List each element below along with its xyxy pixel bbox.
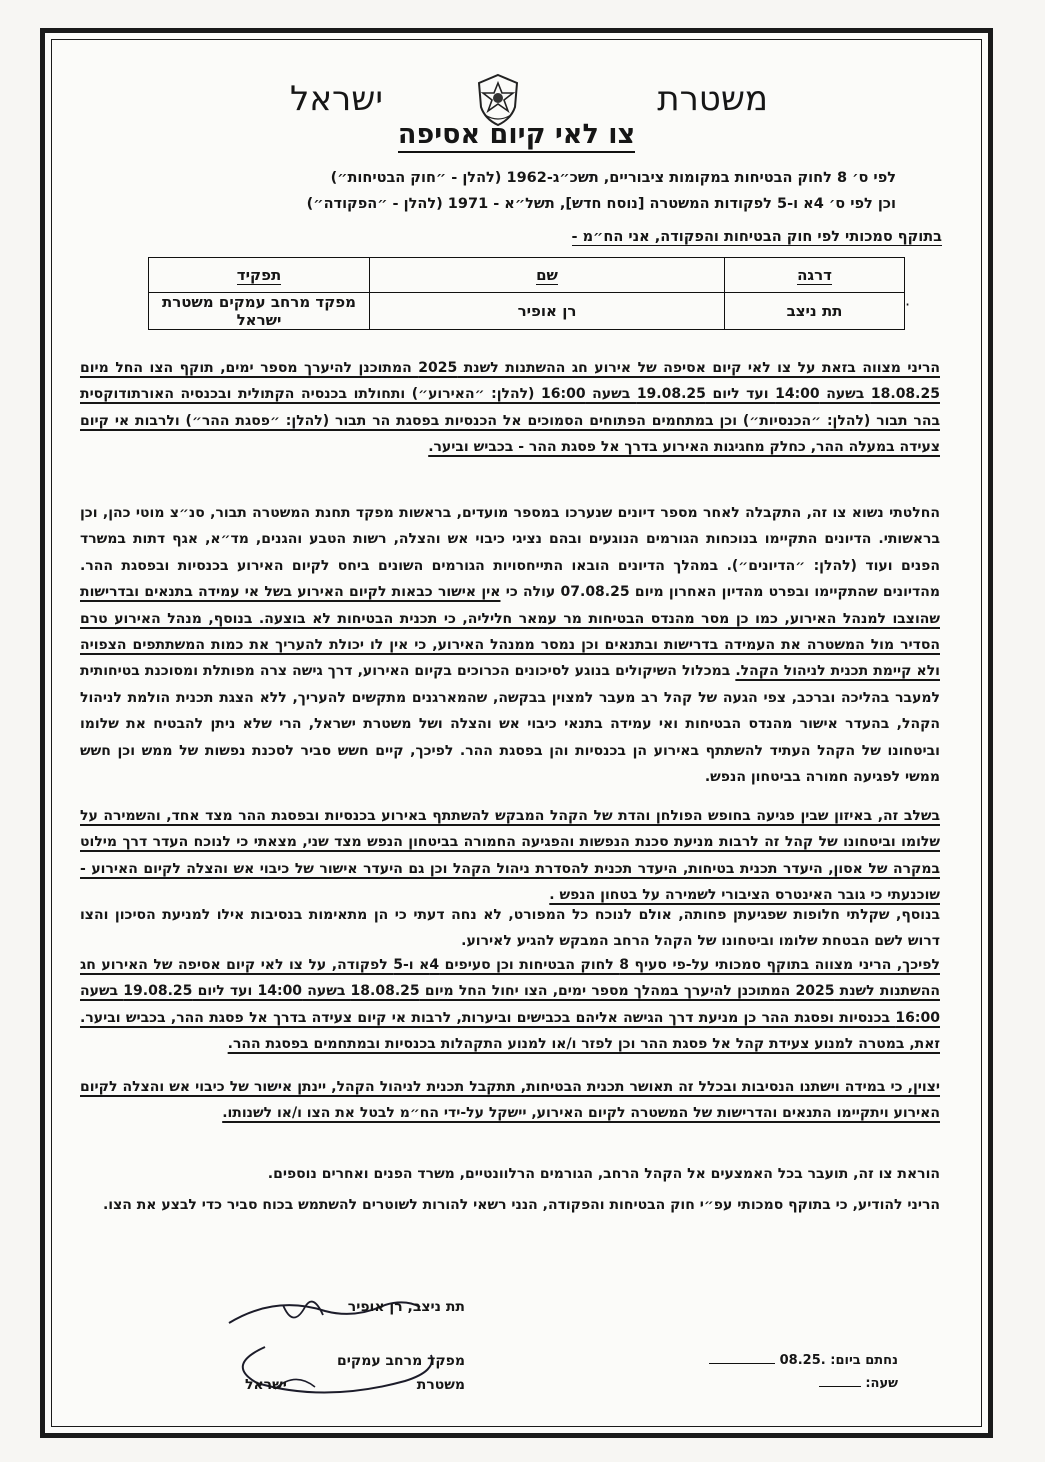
reasons-text-a: החלטתי נשוא צו זה, התקבלה לאחר מספר דיונים שנערכו במספר מועדים, בראשות מפקד תחנת המשטרה תבור, סנ״צ מוטי כהן, וכן בראשותי. הדיונים התקיימו בנוכחות הגורמים הנוגעים ובהם נציגי כיבוי אש והצלה, רשות הטבע והגנים, מד״א, אגף דתות במשרד הפנים ועוד (להלן: ״הדיונים״). במהלך הדיונים הובאו התייחסויות הגורמים השונים ביחס לקיום האירוע בכנסיות ובפסגת ההר. מהדיונים שהתקיימו ובפרט מהדיון האחרון מיום 07.08.25 עולה כי	[80, 505, 940, 601]
signature-block	[205, 1285, 465, 1425]
header-role: תפקיד	[149, 258, 370, 293]
officer-table-header	[149, 258, 905, 293]
legal-basis	[136, 165, 896, 217]
officer-table-row	[149, 293, 905, 330]
issue-time: שעה:	[819, 1376, 898, 1391]
officer-role: מפקד מרחב עמקים משטרת ישראל	[149, 293, 370, 330]
header-rank: דרגה	[725, 258, 905, 293]
officer-table	[148, 257, 905, 330]
legal-basis-line: וכן לפי ס׳ 4א ו-5 לפקודות המשטרה [נוסח חדש], תשל״א - 1971 (להלן - ״הפקודה״)	[306, 196, 896, 212]
officer-rank: תת ניצב	[725, 293, 905, 330]
distribution-paragraph: הוראת צו זה, תועבר בכל האמצעים אל הקהל הרחב, הגורמים הרלוונטיים, משרד הפנים ואחרים נוספים.	[267, 1166, 940, 1182]
reasons-paragraph	[80, 500, 940, 790]
reasons-text-underlined: אין אישור כבאות לקיום האירוע בשל אי עמידה בתנאים ובדרישות שהוצבו למנהל האירוע, כמו כן מסר מהנדס הבטיחות מר עמאר חליליה, כי תכנית הבטיחות לא בוצעה. בנוסף, מנהל האירוע טרם הסדיר מול המשטרה את העמידה בדרישות ובתנאים וכן נמסר ממנהל האירוע, כי אין לו יכולת להעריך את כמות המשתתפים הצפויה ולא קיימת תכנית לניהול הקהל.	[80, 584, 940, 680]
signer-role: מפקד מרחב עמקים	[337, 1353, 465, 1369]
letterhead-org-word1: משטרת	[657, 79, 768, 119]
date-blank	[709, 1363, 775, 1364]
balance-paragraph: בשלב זה, באיזון שבין פגיעה בחופש הפולחן והדת של הקהל המבקש להשתתף באירוע בכנסיות ובפסגת ההר מצד אחד, והשמירה על שלומו וביטחונו של קהל זה לרבות מניעת סכנת הנפשות והפגיעה החמורה בביטחון הנפש מצד שני, מצאתי כי לנוכח העדר דרך מילוט במקרה של אסון, היעדר תכנית בטיחות, היעדר תכנית להסדרת ניהול הקהל וכן גם היעדר אישור של כיבוי אש והצלה לקיום האירוע - שוכנעתי כי גובר האינטרס הציבורי לשמירה על בטחון הנפש .	[80, 808, 940, 903]
document-frame	[40, 28, 993, 1438]
reasons-text-b: במכלול השיקולים בנוגע לסיכונים הכרוכים בקיום האירוע, דרך גישה צרה מפותלת ומסוכנת בטיחותית למעבר בהליכה וברכב, צפי הגעה של קהל רב מעבר למצוין בבקשה, שהמארגנים מתקשים להעריך, ללא הצגת תכנית הולמת לניהול הקהל, בהעדר אישור מהנדס הבטיחות ואי עמידה בתנאי כיבוי אש והצלה ושל משטרת ישראל, הרי שלא ניתן להבטיח את שלומו וביטחונו של הקהל העתיד להשתתף באירוע הן בכנסיות והן בפסגת ההר. לפיכך, קיים חשש סביר לסכנת נפשות של ממש וכן חשש ממשי לפגיעה חמורה בביטחון הנפש.	[80, 663, 940, 786]
alternatives-paragraph: בנוסף, שקלתי חלופות שפגיעתן פחותה, אולם לנוכח כל המפורט, לא נחה דעתי כי הן מתאימות בנסיבות אילו למניעת הסיכון והצו דרוש לשם הבטחת שלומו וביטחונו של הקהל הרחב המבקש להגיע לאירוע.	[80, 907, 940, 950]
margin-dot: ·	[905, 295, 911, 314]
issue-date: נחתם ביום: .08.25	[709, 1353, 898, 1368]
authority-line: בתוקף סמכותי לפי חוק הבטיחות והפקודה, אני הח״מ -	[571, 229, 942, 245]
officer-name: רן אופיר	[370, 293, 725, 330]
order-paragraph-1: הריני מצווה בזאת על צו לאי קיום אסיפה של אירוע חג ההשתנות לשנת 2025 המתוכנן להיערך מספר ימים, תוקף הצו החל מיום 18.08.25 בשעה 14:00 ועד ליום 19.08.25 בשעה 16:00 (להלן: ״האירוע״) ותחולתו בכנסיה הקתולית ובכנסיה האורתודוקסית בהר תבור (להלן: ״הכנסיות״) וכן במתחמים הפתוחים הסמוכים אל הכנסיות בפסגת הר תבור (להלן: ״פסגת ההר״) ולרבות אי קיום צעידה במעלה ההר, כחלק מחגיגות האירוע בדרך אל פסגת ההר - בכביש וביער.	[80, 360, 940, 455]
header-name: שם	[370, 258, 725, 293]
order-paragraph-2: לפיכך, הריני מצווה בתוקף סמכותי על-פי סעיף 8 לחוק הבטיחות וכן סעיפים 4א ו-5 לפקודה, על צו לאי קיום אסיפה של האירוע חג ההשתנות לשנת 2025 המתוכנן להיערך במהלך מספר ימים, הצו יחול החל מיום 18.08.25 בשעה 14:00 ועד ליום 19.08.25 בשעה 16:00 בכנסיות ופסגת ההר כן מניעת דרך הגישה אליהם בכבישים וביערות, לרבות אי קיום צעידה בדרך אל פסגת ההר, בכביש וביער. זאת, במטרה למנוע צעידת קהל אל פסגת ההר וכן לפזר ו/או למנוע התקהלות בכנסיות ובמתחמים בפסגת ההר.	[80, 957, 940, 1052]
letterhead-org-word2: ישראל	[290, 79, 383, 119]
legal-basis-line: לפי ס׳ 8 לחוק הבטיחות במקומות ציבוריים, תשכ״ג-1962 (להלן - ״חוק הבטיחות״)	[330, 170, 896, 186]
signer-org: משטרת ישראל	[245, 1377, 465, 1393]
document-title: צו לאי קיום אסיפה	[45, 119, 988, 150]
signer-rank-name: תת ניצב, רן אופיר	[347, 1299, 465, 1315]
time-blank	[819, 1386, 861, 1387]
conditions-paragraph: יצוין, כי במידה וישתנו הנסיבות ובכלל זה תאושר תכנית הבטיחות, תתקבל תכנית לניהול הקהל, יינתן אישור של כיבוי אש והצלה לקיום האירוע ויתקיימו התנאים והדרישות של המשטרה לקיום האירוע, יישקל על-ידי הח״מ לבטל את הצו ו/או לשנותו.	[80, 1079, 940, 1122]
enforcement-paragraph: הריני להודיע, כי בתוקף סמכותי עפ״י חוק הבטיחות והפקודה, הנני רשאי להורות לשוטרים להשתמש בכוח סביר כדי לבצע את הצו.	[102, 1197, 940, 1213]
